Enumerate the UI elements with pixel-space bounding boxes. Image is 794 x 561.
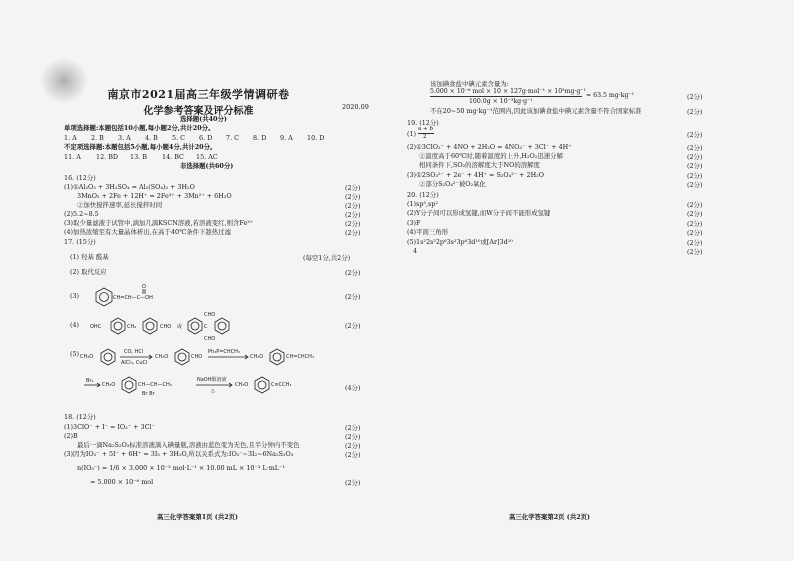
reagent-label: CO, HCl xyxy=(124,349,144,355)
fraction-denominator: 2 xyxy=(423,134,427,140)
q17-line: (1) 羟基 醛基 xyxy=(70,253,109,261)
score-label: (2分) xyxy=(687,162,703,170)
score-label: (2分) xyxy=(687,210,703,218)
iodine-conclusion: 不在20~50 mg·kg⁻¹范围内,因此该加碘食盐中碘元素含量不符合国家标准 xyxy=(430,107,642,115)
score-label: (2分) xyxy=(687,153,703,161)
formula-fragment: CH₃O xyxy=(102,382,116,388)
q19-line: (3)①2SO₃²⁻ + 2e⁻ + 4H⁺ = S₂O₄²⁻ + 2H₂O xyxy=(407,171,544,179)
benzene-ring-circle xyxy=(114,322,122,330)
score-label: (2分) xyxy=(687,144,703,152)
q20-line: (5)1s²2s²2p⁶3s²3p⁶3d¹⁰或[Ar]3d¹⁰ xyxy=(407,238,513,246)
q18-line: = 5.000 × 10⁻⁶ mol xyxy=(90,478,154,486)
answer-item: 8. D xyxy=(253,134,267,142)
formula-fragment: CH₃O xyxy=(235,382,249,388)
chemical-structures xyxy=(80,278,390,408)
answer-item: 12. BD xyxy=(96,153,119,161)
exam-date: 2020.09 xyxy=(342,103,369,111)
answer-item: 7. C xyxy=(226,134,240,142)
q18-line: n(IO₃⁻) = 1/6 × 3.000 × 10⁻³ mol·L⁻¹ × 10.00 mL × 10⁻³ L·mL⁻¹ xyxy=(77,464,285,472)
answer-item: 13. B xyxy=(130,153,147,161)
q16-line: (2)5.2~8.5 xyxy=(64,210,99,218)
score-label: (2分) xyxy=(345,220,361,228)
formula-fragment: C≡CCH₃ xyxy=(271,382,292,388)
answer-page-2 xyxy=(397,0,794,561)
formula-fragment: CHO xyxy=(160,324,172,330)
q16-line: 3MnO₂ + 2Fe + 12H⁺ = 2Fe³⁺ + 3Mn²⁺ + 6H₂O xyxy=(77,192,232,200)
page-title: 南京市2021届高三年级学情调研卷 xyxy=(107,88,290,101)
q16-line: ②加快搅拌速率,延长搅拌时间 xyxy=(77,201,163,209)
formula-fragment: Br Br xyxy=(142,391,155,397)
score-label: (2分) xyxy=(687,172,703,180)
multi-choice-heading: 不定项选择题:本题包括5小题,每小题4分,共计20分。 xyxy=(64,143,217,151)
q20-line: (3)F xyxy=(407,219,421,227)
benzene-ring-circle xyxy=(273,353,281,361)
answer-item: 2. B xyxy=(91,134,104,142)
benzene-ring-circle xyxy=(258,381,266,389)
q17-line: (3) xyxy=(70,292,80,300)
formula-fragment: OHC xyxy=(90,324,102,330)
q18-line: 最后一滴Na₂S₂O₃标准溶液滴入碘量瓶,溶液由蓝色变为无色,且半分钟内不变色 xyxy=(77,441,300,449)
score-label: (2分) xyxy=(687,201,703,209)
fraction-numerator: 5.000 × 10⁻⁶ mol × 10 × 127g·mol⁻¹ × 10³mg·g⁻¹ xyxy=(430,88,587,95)
q16-heading: 16. (12分) xyxy=(64,174,96,182)
q16-line: (4)加热浓缩至有大量晶体析出,在高于40℃条件下趁热过滤 xyxy=(64,228,231,236)
page-subtitle: 化学参考答案及评分标准 xyxy=(143,106,254,117)
q17-line: (4) xyxy=(70,321,80,329)
benzene-ring xyxy=(143,318,157,334)
score-label: (每空1分,共2分) xyxy=(303,254,351,262)
single-choice-answers xyxy=(64,134,364,143)
q19-line: 相同条件下,SO₂的溶解度大于NO的溶解度 xyxy=(419,161,540,169)
score-label: (2分) xyxy=(345,424,361,432)
score-label: (2分) xyxy=(345,442,361,450)
benzene-ring xyxy=(215,318,229,334)
q20-heading: 20. (12分) xyxy=(407,191,439,199)
score-label: (2分) xyxy=(345,193,361,201)
benzene-ring-circle xyxy=(100,293,109,302)
formula-fragment: CH₃O xyxy=(80,354,94,360)
score-label: (2分) xyxy=(687,248,703,256)
benzene-ring xyxy=(96,288,112,306)
section-choice-heading: 选择题(共40分) xyxy=(180,115,227,123)
score-label: (2分) xyxy=(345,451,361,459)
iodine-intro: 该加碘食盐中碘元素含量为: xyxy=(430,80,509,88)
answer-item: 15. AC xyxy=(196,153,218,161)
formula-fragment: CH₃O xyxy=(250,354,264,360)
benzene-ring xyxy=(122,377,136,393)
benzene-ring-circle xyxy=(178,353,186,361)
answer-item: 9. A xyxy=(280,134,293,142)
score-label: (2分) xyxy=(345,479,361,487)
q17-line: (2) 取代反应 xyxy=(70,268,107,276)
formula-fragment: CHO xyxy=(204,312,216,318)
q18-line: (3)因为IO₃⁻ + 5I⁻ + 6H⁺ = 3I₂ + 3H₂O,所以关系式为:IO₃⁻~3I₂~6Na₂S₂O₃ xyxy=(64,450,294,458)
reagent-label: Br₂ xyxy=(86,378,94,384)
answer-item: 1. A xyxy=(64,134,77,142)
q16-line: (1)①Al₂O₃ + 3H₂SO₄ = Al₂(SO₄)₃ + 3H₂O xyxy=(64,183,195,191)
q17-line: (5) xyxy=(70,350,80,358)
q18-heading: 18. (12分) xyxy=(64,413,96,421)
formula-fragment: CH—CH—CH₃ xyxy=(138,382,172,388)
formula-fragment: CHO xyxy=(204,336,216,342)
answer-item: 5. C xyxy=(172,134,186,142)
answer-item: 10. D xyxy=(307,134,325,142)
benzene-ring-circle xyxy=(146,322,154,330)
q18-line: (1)3ClO⁻ + I⁻ = IO₃⁻ + 3Cl⁻ xyxy=(64,423,155,431)
fraction-denominator: 100.0g × 10⁻³kg·g⁻¹ xyxy=(469,98,533,105)
benzene-ring-circle xyxy=(218,322,226,330)
score-label: (2分) xyxy=(345,433,361,441)
benzene-ring-circle xyxy=(104,353,112,361)
formula-fragment: CH=CH—C—OH xyxy=(113,295,153,301)
formula-fragment: C xyxy=(204,324,208,330)
benzene-ring xyxy=(188,318,202,334)
benzene-ring xyxy=(111,318,125,334)
q18-line: (2)B xyxy=(64,432,78,440)
fraction-bar xyxy=(430,96,582,97)
q19-line: (2)①3ClO₂⁻ + 4NO + 2H₂O = 4NO₃⁻ + 3Cl⁻ + 4H⁺ xyxy=(407,143,572,151)
q19-line: (1) xyxy=(407,130,417,138)
benzene-ring xyxy=(270,349,284,365)
single-choice-heading: 单项选择题:本题包括10小题,每小题2分,共计20分。 xyxy=(64,124,215,132)
score-label: (2分) xyxy=(345,269,361,277)
formula-fragment: CHO xyxy=(191,354,203,360)
answer-item: 6. D xyxy=(199,134,213,142)
benzene-ring-circle xyxy=(191,322,199,330)
q19-line: ②部分S₂O₄²⁻被O₂氧化 xyxy=(419,180,486,188)
answer-item: 4. B xyxy=(145,134,158,142)
formula-fragment: O xyxy=(142,284,146,290)
reagent-label: NaOH醇溶液 xyxy=(197,377,227,383)
score-label: (4分) xyxy=(345,384,361,392)
q20-line: (4)平面三角形 xyxy=(407,228,449,236)
score-label: (2分) xyxy=(687,131,703,139)
multi-choice-answers xyxy=(64,153,264,162)
reagent-label: AlCl₃, CuCl xyxy=(121,360,148,366)
reagent-label: Ph₃P=CHCH₃ xyxy=(208,349,240,355)
q20-line: (1)sp³,sp² xyxy=(407,200,438,208)
or-word: 或 xyxy=(177,324,183,330)
score-label: (2分) xyxy=(687,220,703,228)
formula-fragment: CH₃O xyxy=(155,354,169,360)
fraction-numerator: a + b xyxy=(418,126,433,132)
score-label: (2分) xyxy=(345,184,361,192)
answer-item: 14. BC xyxy=(162,153,184,161)
reagent-label: △ xyxy=(211,388,215,394)
score-label: (2分) xyxy=(345,229,361,237)
benzene-ring-circle xyxy=(125,381,133,389)
benzene-ring xyxy=(101,349,115,365)
page-footer: 高三化学答案第1页 (共2页) xyxy=(157,513,239,521)
section-nonchoice-heading: 非选择题(共60分) xyxy=(180,162,234,170)
q17-heading: 17. (15分) xyxy=(64,238,96,246)
benzene-ring xyxy=(175,349,189,365)
benzene-ring xyxy=(255,377,269,393)
answer-item: 11. A xyxy=(64,153,81,161)
score-label: (2分) xyxy=(687,229,703,237)
page-footer: 高三化学答案第2页 (共2页) xyxy=(509,513,591,521)
q16-line: (3)取少量滤液于试管中,滴加几滴KSCN溶液,若溶液变红,则含Fe³⁺ xyxy=(64,219,254,227)
fraction-result: = 63.5 mg·kg⁻¹ xyxy=(586,92,635,99)
score-label: (2分) xyxy=(345,293,361,301)
q20-line: 4 xyxy=(413,247,418,255)
q20-line: (2)Y分子间可以形成氢键,而W分子间不能形成氢键 xyxy=(407,209,551,217)
score-label: (2分) xyxy=(687,93,703,101)
score-label: (2分) xyxy=(345,211,361,219)
score-label: (2分) xyxy=(687,181,703,189)
q19-heading: 19. (12分) xyxy=(407,119,439,127)
formula-fragment: CH=CHCH₃ xyxy=(286,354,314,360)
answer-item: 3. A xyxy=(118,134,131,142)
score-label: (2分) xyxy=(687,108,703,116)
score-label: (2分) xyxy=(345,322,361,330)
score-label: (2分) xyxy=(345,202,361,210)
score-label: (2分) xyxy=(687,239,703,247)
q19-line: ②温度高于60℃时,随着温度的上升,H₂O₂迅速分解 xyxy=(419,152,563,160)
formula-fragment: CH₂ xyxy=(127,324,137,330)
